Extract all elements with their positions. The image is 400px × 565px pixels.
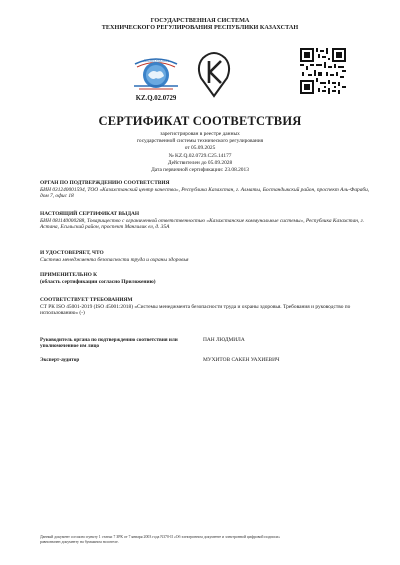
registration-number: № KZ.Q.02.0729.С25.14177 <box>168 152 232 159</box>
accreditation-code: KZ.Q.02.0729 <box>135 95 177 102</box>
conformity-mark-icon <box>194 50 234 98</box>
certification-body-heading: ОРГАН ПО ПОДТВЕРЖДЕНИЮ СООТВЕТСТВИЯ <box>40 180 170 186</box>
requirements-text: СТ РК ISO 45001-2019 (ISO 45001:2018) «Системы менеджмента безопасности труда и охраны здоровья. Требования и руководство по использованию» (-) <box>40 303 351 317</box>
first-certification-date: Дата первичной сертификации: 23.08.2013 <box>151 167 249 174</box>
registration-line-1: зарегистрирован в реестре данных <box>160 131 240 137</box>
auditor-signature-label: Эксперт-аудитор <box>40 357 80 363</box>
applies-to-heading: ПРИМЕНИТЕЛЬНО К <box>40 272 98 278</box>
issued-to-section <box>40 211 370 231</box>
header-line-1: ГОСУДАРСТВЕННАЯ СИСТЕМА <box>150 17 250 24</box>
certification-body-section <box>40 180 370 200</box>
issued-to-text: БИН 081140000288, Товарищество с ограниченной ответственностью «Казахстанские коммунальные системы», Республика Казахстан, г. Астана, Есильский район, проспект Мангилик ел, д. 35А <box>40 217 365 231</box>
head-signature-name: ПАН ЛЮДМИЛА <box>203 337 245 343</box>
head-signature-label: Руководитель органа по подтверждению соответствия или уполномоченное им лицо <box>40 337 178 350</box>
registration-line-2: государственной системы технического регулирования <box>136 138 264 145</box>
certifies-heading: И УДОСТОВЕРЯЕТ, ЧТО <box>40 250 104 256</box>
certification-body-text: БИН 031240001594, ТОО «Казахстанский центр качества», Республика Казахстан, г. Алматы, Бостандыкский район, проспект Аль-Фараби, дом 7, офис 18 <box>40 186 370 200</box>
accreditation-emblem-icon <box>131 50 181 94</box>
registration-date: от 05.09.2025 <box>184 145 216 152</box>
issued-to-heading: НАСТОЯЩИЙ СЕРТИФИКАТ ВЫДАН <box>40 211 140 217</box>
footer-line-2: равнозначен документу на бумажном носителе. <box>40 540 119 544</box>
requirements-section <box>40 297 370 317</box>
emblem-badge-text: ACCREDITATION <box>143 59 169 63</box>
valid-until: Действителен до 05.09.2028 <box>167 159 233 166</box>
certifies-text: Система менеджмента безопасности труда и охраны здоровья <box>40 256 189 263</box>
header-line-2: ТЕХНИЧЕСКОГО РЕГУЛИРОВАНИЯ РЕСПУБЛИКИ КАЗАХСТАН <box>101 24 299 32</box>
applies-to-text: (область сертификации согласно Приложению) <box>40 278 156 285</box>
requirements-heading: СООТВЕТСТВУЕТ ТРЕБОВАНИЯМ <box>40 297 133 303</box>
certifies-section <box>40 250 370 263</box>
auditor-signature-name: МУХИТОВ САКЕН УАХИЕВИЧ <box>203 357 280 363</box>
footer-line-1: Данный документ согласно пункту 1 статьи 7 ЗРК от 7 января 2003 года N370-II «Об электронном документе и электронной цифровой подписи» <box>40 535 281 539</box>
applies-to-section <box>40 272 370 285</box>
certificate-title: СЕРТИФИКАТ СООТВЕТСТВИЯ <box>98 114 302 128</box>
qr-code-icon <box>300 48 346 94</box>
registration-block <box>0 131 400 174</box>
document-header <box>0 17 400 32</box>
document-footer <box>40 535 370 545</box>
